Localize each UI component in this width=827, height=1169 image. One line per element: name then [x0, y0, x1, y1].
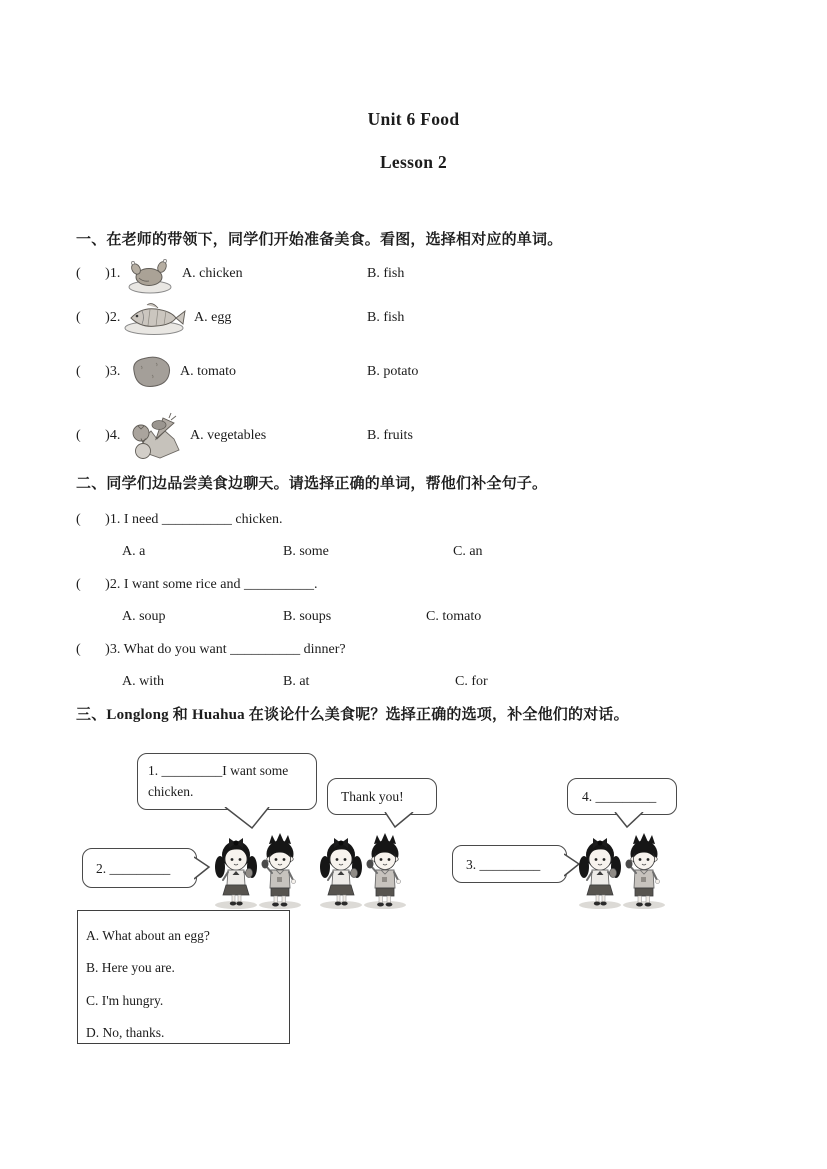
speech-bubble-1: [137, 753, 317, 810]
item1-option-b: B. fish: [367, 266, 405, 281]
answer-option-a: A. What about an egg?: [86, 928, 210, 943]
item3-option-b: B. potato: [367, 364, 419, 379]
q2-stem: ( )2. I want some rice and __________.: [76, 577, 318, 592]
section2-heading: 二、同学们边品尝美食边聊天。请选择正确的单词，帮他们补全句子。: [76, 476, 548, 492]
vegetables-image: [129, 412, 181, 461]
item4-number: ( )4.: [76, 428, 121, 443]
bubble-tail-right-icon: [194, 855, 211, 881]
item4-option-b: B. fruits: [367, 428, 413, 443]
answer-option-d: D. No, thanks.: [86, 1025, 165, 1041]
q1-option-a: A. a: [122, 544, 146, 559]
speech-bubble-2-text: 2. _________: [96, 861, 171, 876]
q1-stem: ( )1. I need __________ chicken.: [76, 512, 283, 527]
q2-option-c: C. tomato: [426, 609, 482, 624]
item2-option-b: B. fish: [367, 310, 405, 325]
speech-bubble-2: [82, 848, 197, 888]
speech-bubble-thanks: [327, 778, 437, 815]
q3-option-c: C. for: [455, 674, 488, 689]
students-pair-2-illustration: [315, 822, 411, 910]
answer-option-c: C. I'm hungry.: [86, 992, 164, 1008]
item3-option-a: A. tomato: [180, 364, 236, 379]
roast-chicken-image: [127, 256, 173, 294]
item2-option-a: A. egg: [194, 310, 232, 325]
q3-option-b: B. at: [283, 674, 310, 689]
speech-bubble-1-text: 1. _________I want some chicken.: [148, 763, 289, 799]
page-title: Unit 6 Food: [367, 109, 460, 129]
q3-option-a: A. with: [122, 674, 164, 689]
q2-option-b: B. soups: [283, 609, 332, 624]
section1-heading: 一、在老师的带领下，同学们开始准备美食。看图，选择相对应的单词。: [76, 232, 563, 248]
q2-option-a: A. soup: [122, 609, 166, 624]
students-pair-1-illustration: [210, 822, 306, 910]
students-pair-3-illustration: [574, 822, 670, 910]
page-subtitle: Lesson 2: [379, 152, 448, 172]
q3-stem: ( )3. What do you want __________ dinner?: [76, 642, 346, 657]
item1-option-a: A. chicken: [182, 266, 243, 281]
item4-option-a: A. vegetables: [190, 428, 267, 443]
speech-bubble-3-text: 3. _________: [466, 857, 541, 872]
speech-bubble-3: [452, 845, 567, 883]
speech-bubble-thanks-text: Thank you!: [341, 789, 404, 804]
item2-number: ( )2.: [76, 310, 121, 325]
answer-options-box: [77, 910, 290, 1044]
speech-bubble-4: [567, 778, 677, 815]
section3-heading: 三、Longlong 和 Huahua 在谈论什么美食呢？选择正确的选项，补全他们的对话。: [76, 707, 629, 723]
q1-option-c: C. an: [453, 544, 483, 559]
fish-dish-image: [123, 299, 186, 337]
potato-image: [127, 353, 173, 390]
answer-option-b: B. Here you are.: [86, 960, 175, 976]
speech-bubble-4-text: 4. _________: [582, 789, 657, 804]
item1-number: ( )1.: [76, 266, 121, 281]
q1-option-b: B. some: [283, 544, 329, 559]
item3-number: ( )3.: [76, 364, 121, 379]
